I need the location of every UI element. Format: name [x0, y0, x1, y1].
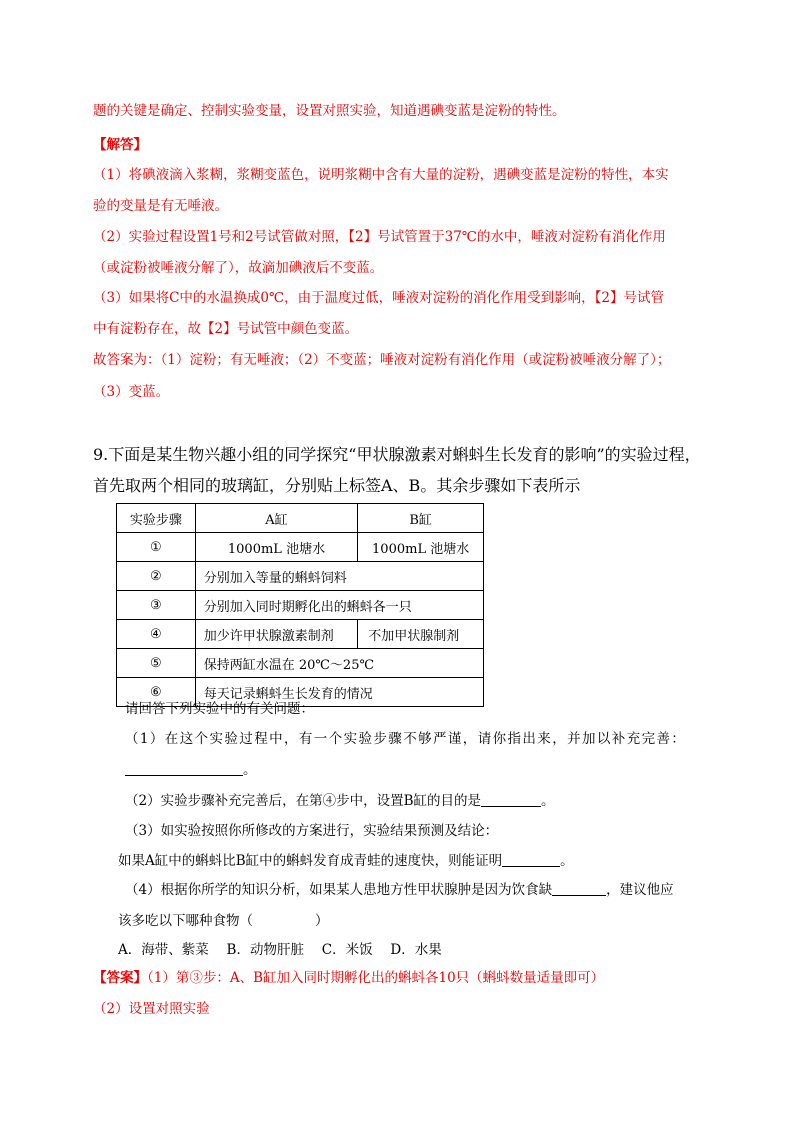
tank-b-cell: 不加甲状腺制剂 — [358, 620, 484, 649]
sub-question-2 — [125, 789, 555, 809]
step-number: ④ — [117, 620, 196, 649]
answer-1-text: （1）第③步：A、B缸加入同时期孵化出的蝌蚪各10只（蝌蚪数量适量即可） — [147, 970, 605, 986]
header-tank-b: B缸 — [358, 504, 484, 533]
sub-question-1: （1）在这个实验过程中，有一个实验步骤不够严谨，请你指出来，并加以补充完善： — [125, 731, 687, 747]
answer-line-2: （2）设置对照实验 — [93, 1001, 210, 1017]
table-row — [117, 562, 484, 591]
table-row — [117, 620, 484, 649]
sub-question-4-mid: ，建议他应 — [606, 882, 674, 898]
sub-question-3: （3）如实验按照你所修改的方案进行，实验结果预测及结论： — [125, 823, 499, 839]
table-row — [117, 533, 484, 562]
answer-label: 【答案】 — [93, 970, 147, 986]
table-header-row — [117, 504, 484, 533]
answer-options: A．海带、紫菜 B．动物肝脏 C．米饭 D．水果 — [118, 942, 442, 958]
merged-cell: 保持两缸水温在 20℃～25℃ — [195, 649, 483, 678]
sub-question-2-text: （2）实验步骤补充完善后，在第④步中，设置B缸的目的是 — [125, 793, 482, 809]
explain-line-6: 中有淀粉存在，故【2】号试管中颜色变蓝。 — [93, 321, 359, 337]
tank-a-cell: 加少许甲状腺激素制剂 — [195, 620, 358, 649]
sub-question-4 — [125, 878, 674, 898]
sub-question-4-line-2-text: 该多吃以下哪种食物（ — [118, 913, 253, 929]
step-number: ③ — [117, 591, 196, 620]
question-9-stem-line-1: 9.下面是某生物兴趣小组的同学探究“甲状腺激素对蝌蚪生长发育的影响”的实验过程， — [93, 445, 701, 464]
sub-question-3-line-2-text: 如果A缸中的蝌蚪比B缸中的蝌蚪发育成青蛙的速度快，则能证明 — [118, 853, 503, 869]
analysis-tail: 题的关键是确定、控制实验变量，设置对照实验，知道遇碘变蓝是淀粉的特性。 — [93, 103, 566, 119]
explain-line-3: （2）实验过程设置1号和2号试管做对照，【2】号试管置于37℃的水中，唾液对淀粉有消化作用 — [93, 229, 666, 245]
answer-blank[interactable] — [481, 792, 541, 807]
sub-question-1-end: 。 — [243, 762, 257, 778]
step-number: ① — [117, 533, 196, 562]
sub-question-3-end: 。 — [560, 853, 574, 869]
sub-question-1-answer-line — [125, 758, 257, 778]
answer-line-1 — [93, 966, 604, 986]
step-number: ② — [117, 562, 196, 591]
question-9-stem-line-2: 首先取两个相同的玻璃缸，分别贴上标签A、B。其余步骤如下表所示 — [93, 476, 581, 495]
explain-line-1: （1）将碘液滴入浆糊，浆糊变蓝色，说明浆糊中含有大量的淀粉，遇碘变蓝是淀粉的特性，本实 — [93, 167, 669, 183]
table-row — [117, 591, 484, 620]
explain-line-5: （3）如果将C中的水温换成0℃，由于温度过低，唾液对淀粉的消化作用受到影响，【2】号试管 — [93, 290, 664, 306]
answer-blank[interactable] — [502, 852, 560, 867]
step-number: ⑥ — [117, 678, 196, 707]
merged-cell: 分别加入等量的蝌蚪饲料 — [195, 562, 483, 591]
answer-blank[interactable] — [125, 761, 243, 776]
sub-question-4-text: （4）根据你所学的知识分析，如果某人患地方性甲状腺肿是因为饮食缺 — [125, 882, 553, 898]
question-prompt: 请回答下列实验中的有关问题： — [125, 701, 314, 717]
merged-cell: 每天记录蝌蚪生长发育的情况 — [195, 678, 483, 707]
sub-question-4-line-2 — [118, 909, 329, 929]
explain-line-4: （或淀粉被唾液分解了），故滴加碘液后不变蓝。 — [93, 260, 384, 276]
tank-b-cell: 1000mL 池塘水 — [358, 533, 484, 562]
step-number: ⑤ — [117, 649, 196, 678]
sub-question-2-end: 。 — [541, 793, 555, 809]
sub-question-3-line-2 — [118, 849, 574, 869]
answer-heading: 【解答】 — [93, 137, 147, 153]
header-step: 实验步骤 — [117, 504, 196, 533]
table-row — [117, 649, 484, 678]
experiment-steps-table — [116, 503, 484, 707]
header-tank-a: A缸 — [195, 504, 358, 533]
merged-cell: 分别加入同时期孵化出的蝌蚪各一只 — [195, 591, 483, 620]
explain-line-2: 验的变量是有无唾液。 — [93, 198, 228, 214]
answer-blank[interactable] — [552, 881, 606, 896]
tank-a-cell: 1000mL 池塘水 — [195, 533, 358, 562]
explain-line-7: 故答案为：（1）淀粉；有无唾液；（2）不变蓝；唾液对淀粉有消化作用（或淀粉被唾液分解了）； — [93, 352, 671, 368]
explain-line-8: （3）变蓝。 — [93, 384, 170, 400]
sub-question-4-paren: ） — [315, 913, 329, 929]
